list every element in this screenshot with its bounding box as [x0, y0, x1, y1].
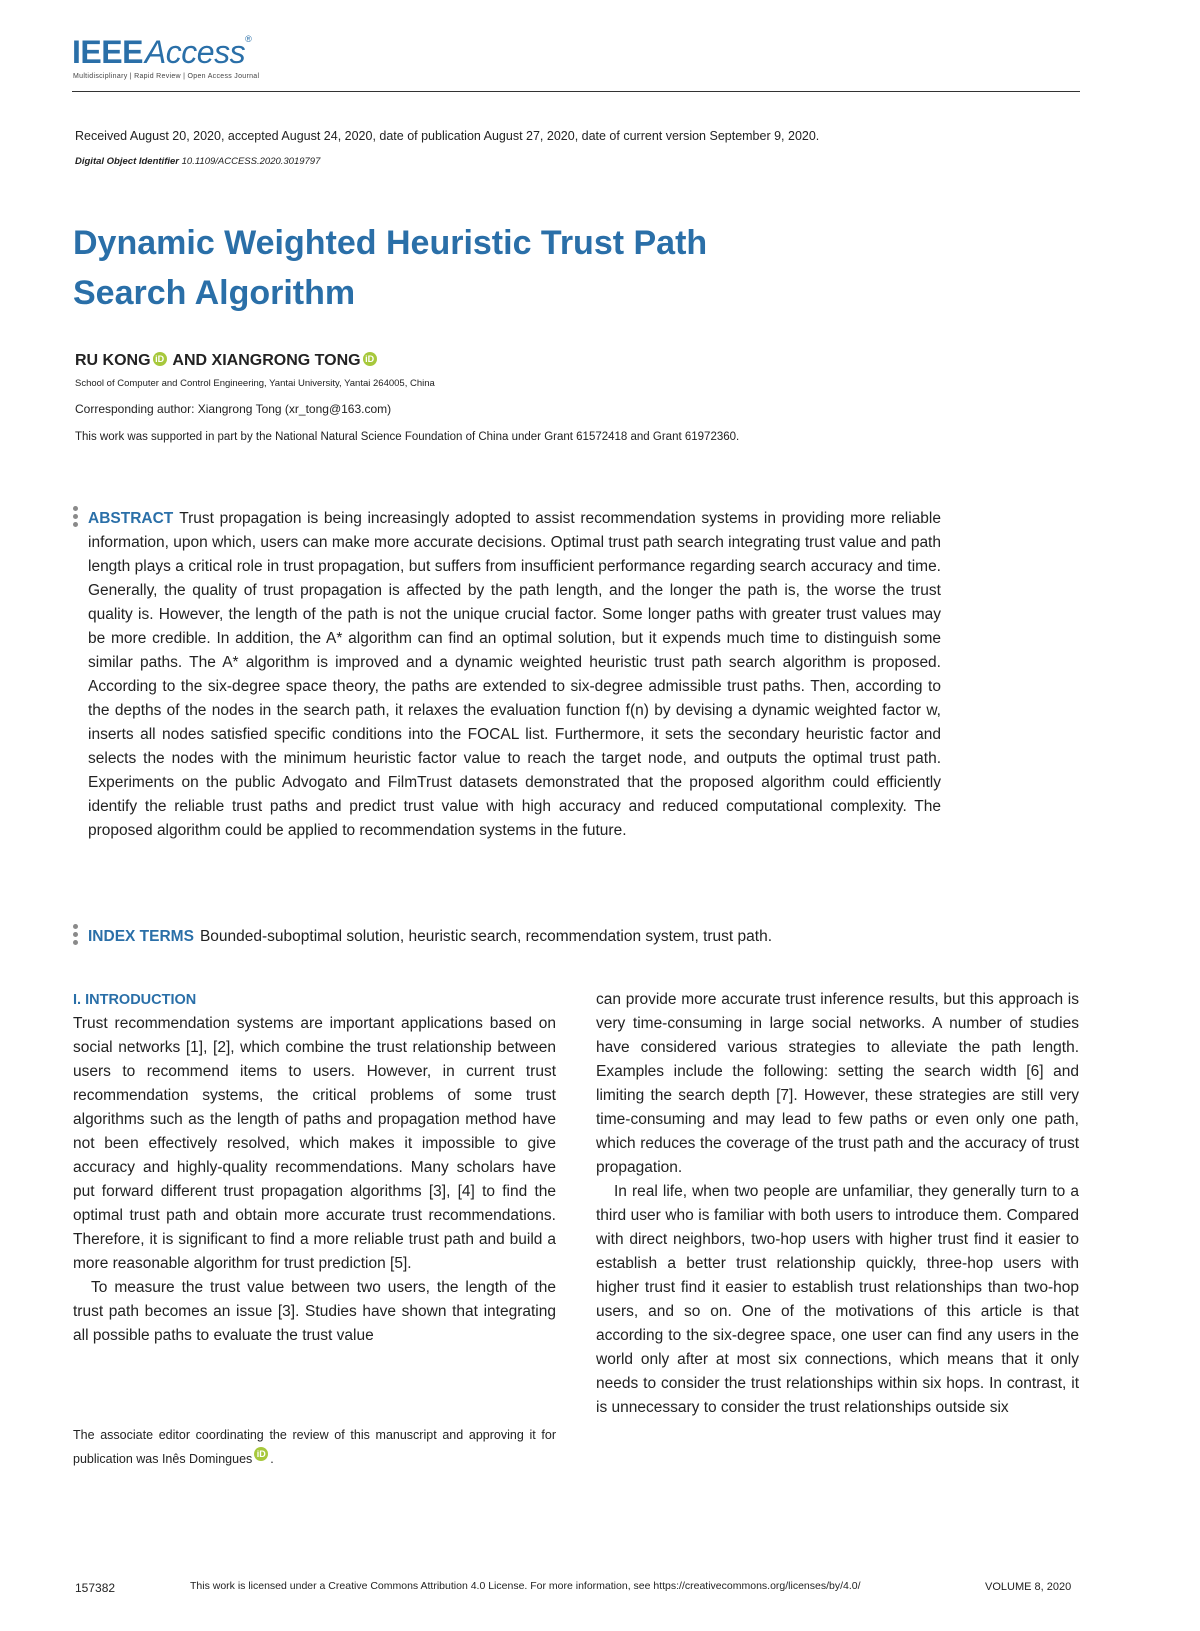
index-terms-label: INDEX TERMS: [88, 928, 194, 945]
body-paragraph: Trust recommendation systems are important applications based on social networks [1], [2], which combine the trust relationship between users to recommend items to users. However, in current trust recommendation systems, the critical problems of some trust algorithms such as the length of paths and propagation method have not been effectively resolved, which makes it impossible to give accuracy and highly-quality recommendations. Many scholars have put forward different trust propagation algorithms [3], [4] to find the optimal trust path and obtain more accurate trust recommendations. Therefore, it is significant to find a more reliable trust path and build a more reasonable algorithm for trust prediction [5].: [73, 1015, 556, 1272]
logo-access-text: Access: [144, 34, 246, 70]
ieee-access-logo: [72, 34, 252, 74]
abstract: [88, 507, 941, 843]
footnote-end: .: [270, 1452, 274, 1466]
doi-line: [75, 156, 320, 167]
doi-value[interactable]: 10.1109/ACCESS.2020.3019797: [181, 156, 321, 167]
abstract-text: Trust propagation is being increasingly adopted to assist recommendation systems in providing more reliable information, upon which, users can make more accurate decisions. Optimal trust path search integrating trust value and path length plays a critical role in trust propagation, but suffers from insufficient performance regarding search accuracy and time. Generally, the quality of trust propagation is affected by the path length, and the longer the path is, the worse the trust quality is. However, the length of the path is not the unique crucial factor. Some longer paths with greater trust values may be more credible. In addition, the A* algorithm can find an optimal solution, but it expends much time to distinguish some similar paths. The A* algorithm is improved and a dynamic weighted heuristic trust path search algorithm is proposed. According to the six-degree space theory, the paths are extended to six-degree admissible trust paths. Then, according to the depths of the nodes in the search path, it relaxes the evaluation function f(n) by devising a dynamic weighted factor w, inserts all nodes satisfied specific conditions into the FOCAL list. Furthermore, it sets the secondary heuristic factor and selects the nodes with the minimum heuristic factor value to reach the target node, and outputs the optimal trust path. Experiments on the public Advogato and FilmTrust datasets demonstrated that the proposed algorithm could efficiently identify the reliable trust paths and predict trust value with high accuracy and reduced computational complexity. The proposed algorithm could be applied to recommendation systems in the future.: [88, 510, 941, 839]
footnote-text: The associate editor coordinating the review of this manuscript and approving it for publication was Inês Domingues: [73, 1428, 556, 1466]
volume-label: VOLUME 8, 2020: [985, 1581, 1072, 1593]
orcid-icon[interactable]: iD: [153, 352, 167, 366]
body-left-column: [73, 988, 556, 1348]
header-divider: [72, 91, 1080, 92]
title-line-2: Search Algorithm: [73, 274, 356, 312]
body-right-column: [596, 988, 1079, 1420]
license-notice[interactable]: This work is licensed under a Creative Commons Attribution 4.0 License. For more information, see https://creativecommons.org/licenses/by/4.0/: [190, 1580, 861, 1592]
author-1: RU KONG: [75, 352, 151, 369]
logo-ieee-text: IEEE: [72, 34, 143, 70]
corresponding-author: Corresponding author: Xiangrong Tong (xr_tong@163.com): [75, 402, 392, 416]
section-heading: I. INTRODUCTION: [73, 992, 197, 1008]
paper-title: [73, 218, 973, 318]
index-terms: [88, 925, 941, 949]
section-marker-icon: [73, 506, 79, 530]
index-terms-text: Bounded-suboptimal solution, heuristic search, recommendation system, trust path.: [199, 928, 772, 945]
funding-statement: This work was supported in part by the National Natural Science Foundation of China under Grant 61572418 and Grant 61972360.: [75, 431, 740, 443]
author-list: [75, 352, 379, 370]
orcid-icon[interactable]: iD: [363, 352, 377, 366]
doi-label: Digital Object Identifier: [75, 156, 179, 167]
title-line-1: Dynamic Weighted Heuristic Trust Path: [73, 224, 708, 262]
author-2: XIANGRONG TONG: [211, 352, 361, 369]
journal-tagline: Multidisciplinary | Rapid Review | Open Access Journal: [73, 73, 260, 80]
body-paragraph: In real life, when two people are unfamiliar, they generally turn to a third user who is familiar with both users to introduce them. Compared with direct neighbors, two-hop users with higher trust find it easier to establish a better trust relationship quickly, three-hop users with higher trust find it easier to establish trust relationships than two-hop users, and so on. One of the motivations of this article is that according to the six-degree space, one user can find any users in the world only after at most six connections, which means that it only needs to consider the trust relationships within six hops. In contrast, it is unnecessary to consider the trust relationships outside six: [596, 1183, 1079, 1416]
author-conjunction: AND: [168, 352, 212, 369]
logo-trademark: ®: [245, 34, 252, 44]
section-marker-icon: [73, 924, 79, 948]
orcid-icon[interactable]: iD: [254, 1447, 268, 1461]
affiliation: School of Computer and Control Engineering, Yantai University, Yantai 264005, China: [75, 378, 435, 389]
abstract-label: ABSTRACT: [88, 510, 174, 527]
body-paragraph: can provide more accurate trust inference results, but this approach is very time-consuming in large social networks. A number of studies have considered various strategies to alleviate the path length. Examples include the following: setting the search width [6] and limiting the search depth [7]. However, these strategies are still very time-consuming and may lead to few paths or even only one path, which reduces the coverage of the trust path and the accuracy of trust propagation.: [596, 991, 1079, 1176]
body-paragraph: To measure the trust value between two users, the length of the trust path becomes an issue [3]. Studies have shown that integrating all possible paths to evaluate the trust value: [73, 1279, 556, 1344]
received-dates: Received August 20, 2020, accepted August 24, 2020, date of publication August 27, 2020, date of current version September 9, 2020.: [75, 129, 820, 143]
page-number: 157382: [75, 1581, 116, 1595]
editor-footnote: [73, 1423, 556, 1471]
